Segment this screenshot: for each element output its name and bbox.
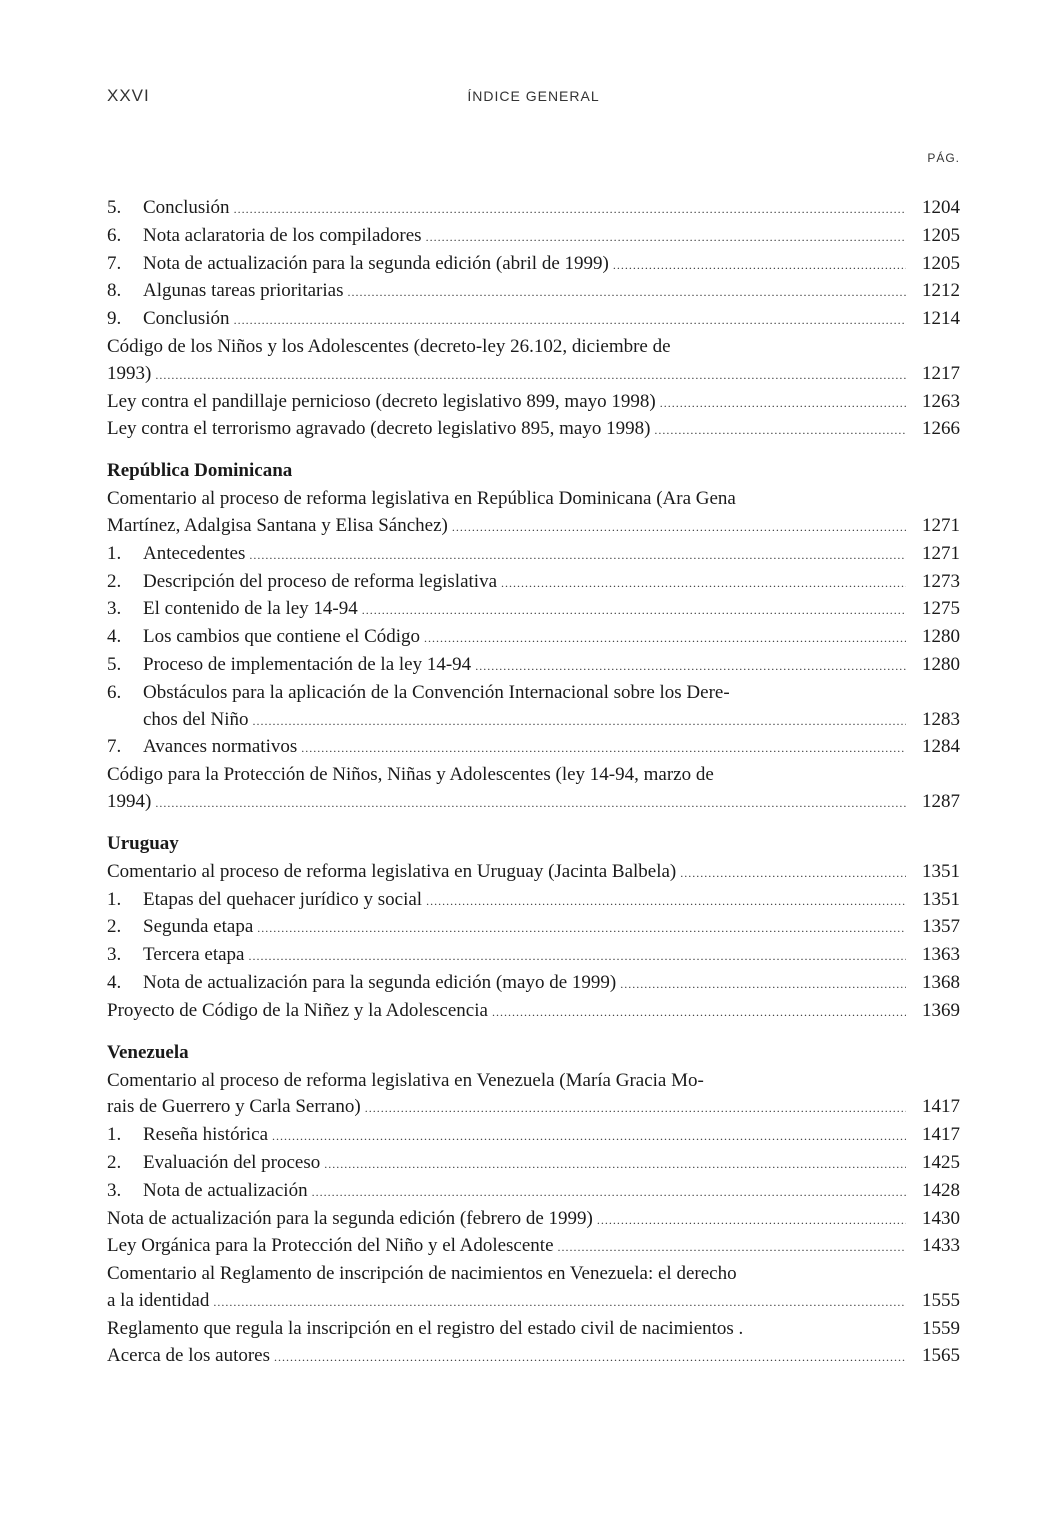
entry-page-number: 1417 <box>922 1096 960 1118</box>
entry-title-first-line: Obstáculos para la aplicación de la Convención Internacional sobre los Dere- <box>143 681 730 703</box>
dot-leader <box>301 735 906 762</box>
entry-number: 8. <box>107 280 122 302</box>
dot-leader <box>362 597 906 624</box>
toc-entry[interactable] <box>107 195 960 223</box>
entry-page-number: 1280 <box>922 653 960 675</box>
dot-leader <box>312 1179 906 1206</box>
toc-entry[interactable] <box>107 223 960 251</box>
entry-title: Evaluación del proceso <box>143 1151 321 1173</box>
dot-leader <box>272 1123 906 1150</box>
entry-number: 5. <box>107 653 122 675</box>
page-number: XXVI <box>107 86 150 105</box>
entry-page-number: 1212 <box>922 280 960 302</box>
entry-title: Nota de actualización para la segunda edición (abril de 1999) <box>143 252 609 274</box>
entry-page-number: 1430 <box>922 1207 960 1229</box>
entry-title: El contenido de la ley 14-94 <box>143 598 358 620</box>
entry-page-number: 1433 <box>922 1235 960 1257</box>
dot-leader <box>155 362 906 389</box>
entry-page-number: 1271 <box>922 542 960 564</box>
entry-page-number: 1205 <box>922 224 960 246</box>
entry-title: Conclusión <box>143 197 230 218</box>
dot-leader <box>501 570 906 597</box>
entry-title: Etapas del quehacer jurídico y social <box>143 888 423 910</box>
entry-page-number: 1205 <box>922 252 960 274</box>
entry-number: 2. <box>107 1151 122 1173</box>
entry-title: a la identidad <box>107 1289 210 1311</box>
entry-title: Tercera etapa <box>143 944 245 966</box>
entry-number: 1. <box>107 888 122 910</box>
toc-entry[interactable] <box>107 998 960 1026</box>
toc-section <box>107 830 960 1026</box>
toc-section <box>107 1039 960 1372</box>
toc-entry[interactable] <box>107 1233 960 1261</box>
dot-leader <box>680 860 906 887</box>
dot-leader <box>257 915 906 942</box>
entry-title: Acerca de los autores <box>107 1345 271 1367</box>
entry-title: Segunda etapa <box>143 916 254 938</box>
entry-page-number: 1214 <box>922 308 960 330</box>
toc-entry[interactable] <box>107 762 960 817</box>
entry-title: Nota de actualización para la segunda edición (febrero de 1999) <box>107 1207 593 1229</box>
dot-leader <box>613 252 906 279</box>
entry-title: Los cambios que contiene el Código <box>143 626 421 648</box>
entry-title: Avances normativos <box>143 736 298 758</box>
entry-title-first-line: Comentario al proceso de reforma legislativa en República Dominicana (Ara Gena <box>107 488 736 510</box>
toc-entry[interactable] <box>107 914 960 942</box>
entry-number: 1. <box>107 1124 122 1146</box>
entry-title-first-line: Comentario al Reglamento de inscripción de nacimientos en Venezuela: el derecho <box>107 1263 737 1285</box>
toc-entry[interactable] <box>107 1122 960 1150</box>
toc-entry[interactable] <box>107 278 960 306</box>
entry-title: Ley Orgánica para la Protección del Niño y el Adolescente <box>107 1235 554 1257</box>
entry-page-number: 1368 <box>922 971 960 993</box>
entry-title: Nota de actualización para la segunda edición (mayo de 1999) <box>143 971 617 993</box>
dot-leader <box>597 1207 906 1234</box>
entry-number: 7. <box>107 736 122 758</box>
entry-title: Nota aclaratoria de los compiladores <box>143 224 422 246</box>
toc-entry[interactable] <box>107 942 960 970</box>
entry-title: Reglamento que regula la inscripción en el registro del estado civil de nacimientos . <box>107 1317 744 1339</box>
toc-entry[interactable] <box>107 486 960 541</box>
dot-leader <box>660 390 906 417</box>
entry-page-number: 1287 <box>922 790 960 812</box>
dot-leader <box>234 307 906 334</box>
toc-entry[interactable] <box>107 251 960 279</box>
entry-number: 7. <box>107 252 122 274</box>
entry-title: Proceso de implementación de la ley 14-94 <box>143 653 472 675</box>
entry-page-number: 1263 <box>922 390 960 412</box>
section-heading: Venezuela <box>107 1041 189 1063</box>
dot-leader <box>426 888 906 915</box>
entry-title: Algunas tareas prioritarias <box>143 280 344 302</box>
entry-page-number: 1357 <box>922 916 960 938</box>
toc-entry[interactable] <box>107 970 960 998</box>
entry-title: 1994) <box>107 790 152 812</box>
dot-leader <box>234 196 906 223</box>
entry-page-number: 1351 <box>922 888 960 910</box>
entry-page-number: 1417 <box>922 1124 960 1146</box>
table-of-contents <box>107 195 960 1371</box>
entry-title: Comentario al proceso de reforma legislativa en Uruguay (Jacinta Balbela) <box>107 860 677 882</box>
entry-number: 3. <box>107 1179 122 1201</box>
page-header <box>107 86 960 110</box>
dot-leader <box>249 943 907 970</box>
entry-page-number: 1204 <box>922 197 960 218</box>
dot-leader <box>452 514 906 541</box>
entry-number: 6. <box>107 224 122 246</box>
entry-title: Reseña histórica <box>143 1124 269 1146</box>
dot-leader <box>424 625 906 652</box>
dot-leader <box>249 542 906 569</box>
dot-leader <box>253 708 906 735</box>
toc-entry[interactable] <box>107 389 960 417</box>
toc-entry[interactable] <box>107 306 960 334</box>
toc-entry[interactable] <box>107 1150 960 1178</box>
entry-page-number: 1217 <box>922 362 960 384</box>
running-title: ÍNDICE GENERAL <box>467 88 600 104</box>
entry-number: 4. <box>107 626 122 648</box>
entry-number: 1. <box>107 542 122 564</box>
toc-entry[interactable] <box>107 569 960 597</box>
dot-leader <box>155 790 906 817</box>
entry-number: 2. <box>107 570 122 592</box>
toc-entry[interactable] <box>107 1178 960 1206</box>
toc-entry[interactable] <box>107 1316 960 1344</box>
toc-entry[interactable] <box>107 1261 960 1316</box>
entry-title: Ley contra el terrorismo agravado (decreto legislativo 895, mayo 1998) <box>107 418 651 440</box>
entry-page-number: 1428 <box>922 1179 960 1201</box>
dot-leader <box>558 1234 906 1261</box>
dot-leader <box>492 999 906 1026</box>
entry-number: 4. <box>107 971 122 993</box>
toc-section <box>107 457 960 817</box>
entry-number: 3. <box>107 598 122 620</box>
entry-page-number: 1559 <box>922 1317 960 1339</box>
toc-entry[interactable] <box>107 652 960 680</box>
entry-page-number: 1555 <box>922 1289 960 1311</box>
toc-entry[interactable] <box>107 596 960 624</box>
dot-leader <box>475 653 906 680</box>
entry-title: Martínez, Adalgisa Santana y Elisa Sánchez) <box>107 514 448 536</box>
dot-leader <box>654 417 906 444</box>
entry-page-number: 1284 <box>922 736 960 758</box>
entry-page-number: 1283 <box>922 708 960 730</box>
toc-entry[interactable] <box>107 1068 960 1123</box>
entry-page-number: 1369 <box>922 999 960 1021</box>
toc-entry[interactable] <box>107 680 960 735</box>
entry-title: rais de Guerrero y Carla Serrano) <box>107 1096 361 1118</box>
entry-page-number: 1271 <box>922 514 960 536</box>
toc-entry[interactable] <box>107 1206 960 1234</box>
entry-page-number: 1280 <box>922 626 960 648</box>
entry-title: 1993) <box>107 362 152 384</box>
entry-title: Ley contra el pandillaje pernicioso (decreto legislativo 899, mayo 1998) <box>107 390 656 412</box>
dot-leader <box>620 971 906 998</box>
entry-page-number: 1425 <box>922 1151 960 1173</box>
entry-title-first-line: Código para la Protección de Niños, Niñas y Adolescentes (ley 14-94, marzo de <box>107 764 714 786</box>
toc-entry[interactable] <box>107 859 960 887</box>
toc-entry[interactable] <box>107 624 960 652</box>
entry-page-number: 1273 <box>922 570 960 592</box>
dot-leader <box>426 224 906 251</box>
entry-title: Proyecto de Código de la Niñez y la Adolescencia <box>107 999 488 1021</box>
dot-leader <box>347 279 906 306</box>
toc-section <box>107 195 960 444</box>
entry-title: Nota de actualización <box>143 1179 308 1201</box>
entry-page-number: 1275 <box>922 598 960 620</box>
entry-title: chos del Niño <box>143 708 249 730</box>
dot-leader <box>324 1151 906 1178</box>
entry-page-number: 1351 <box>922 860 960 882</box>
toc-entry[interactable] <box>107 887 960 915</box>
entry-title-first-line: Código de los Niños y los Adolescentes (decreto-ley 26.102, diciembre de <box>107 335 671 357</box>
entry-page-number: 1363 <box>922 944 960 966</box>
entry-title: Antecedentes <box>143 542 246 564</box>
page-column-label: PÁG. <box>927 151 960 165</box>
entry-number: 2. <box>107 916 122 938</box>
entry-number: 9. <box>107 308 122 330</box>
dot-leader <box>274 1344 906 1371</box>
toc-entry[interactable] <box>107 734 960 762</box>
entry-title-first-line: Comentario al proceso de reforma legislativa en Venezuela (María Gracia Mo- <box>107 1069 704 1091</box>
entry-number: 3. <box>107 944 122 966</box>
section-heading: Uruguay <box>107 832 179 854</box>
entry-number: 5. <box>107 197 122 218</box>
entry-page-number: 1266 <box>922 418 960 440</box>
entry-number: 6. <box>107 681 122 703</box>
toc-entry[interactable] <box>107 1343 960 1371</box>
toc-entry[interactable] <box>107 334 960 389</box>
section-heading: República Dominicana <box>107 460 293 482</box>
entry-title: Descripción del proceso de reforma legislativa <box>143 570 497 592</box>
entry-page-number: 1565 <box>922 1345 960 1367</box>
dot-leader <box>213 1289 906 1316</box>
toc-entry[interactable] <box>107 541 960 569</box>
entry-title: Conclusión <box>143 308 230 330</box>
toc-entry[interactable] <box>107 416 960 444</box>
dot-leader <box>365 1095 906 1122</box>
